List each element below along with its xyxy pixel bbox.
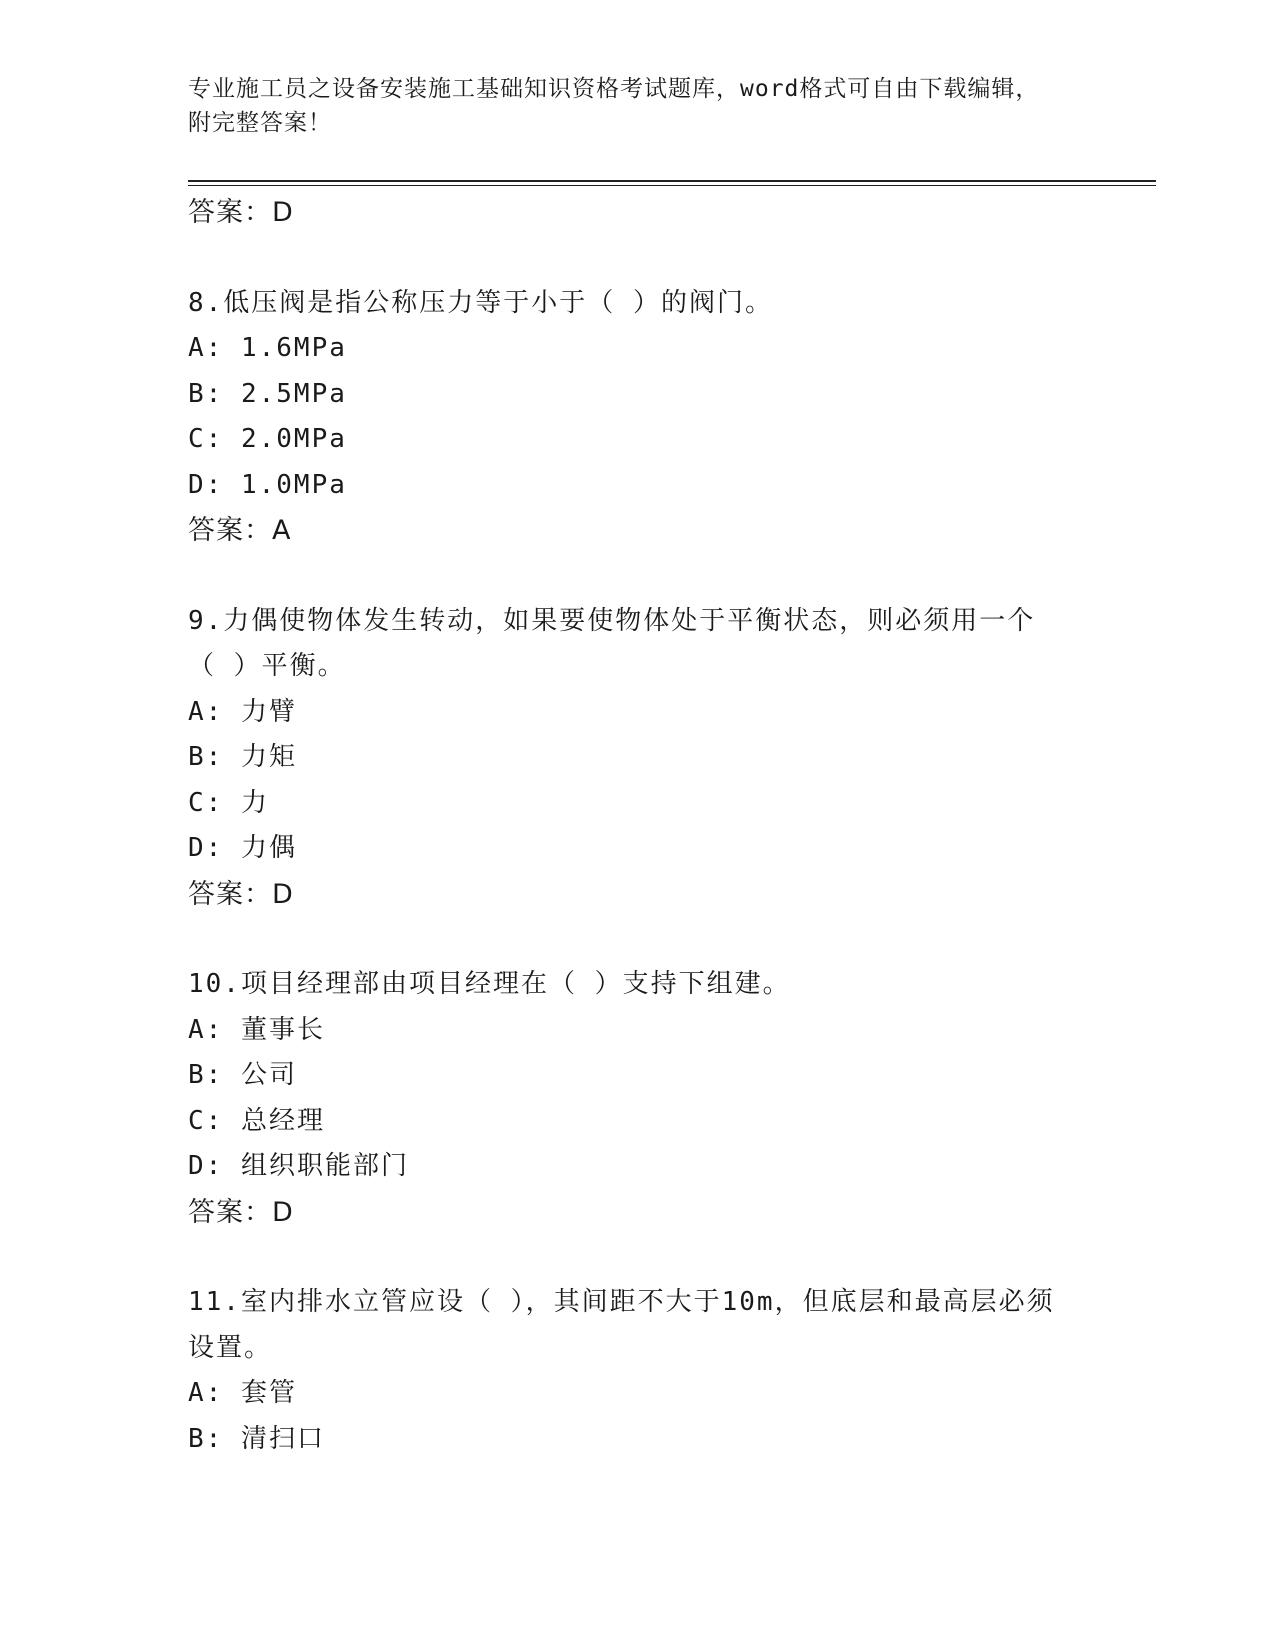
answer-line: 答案：A (188, 515, 292, 546)
question-stem: 11.室内排水立管应设（ ），其间距不大于10m，但底层和最高层必须 (188, 1287, 1055, 1317)
spacer (188, 1235, 1108, 1280)
header-divider-thick (188, 180, 1156, 182)
option-b: B: 2.5MPa (188, 378, 347, 409)
spacer (188, 917, 1108, 962)
question-block (188, 281, 1108, 554)
option-a: A: 1.6MPa (188, 333, 347, 363)
option-c: C: 力 (188, 787, 269, 818)
answer-line: 答案：D (188, 1196, 294, 1228)
header-line-2: 附完整答案！ (188, 110, 332, 136)
option-c: C: 总经理 (188, 1105, 325, 1136)
option-a: A: 力臂 (188, 696, 297, 727)
question-stem: 10.项目经理部由项目经理在（ ）支持下组建。 (188, 969, 791, 999)
question-block (188, 962, 1108, 1235)
option-c: C: 2.0MPa (188, 424, 347, 454)
option-b: B: 力矩 (188, 742, 297, 772)
option-b: B: 公司 (188, 1060, 297, 1090)
question-stem: 9.力偶使物体发生转动，如果要使物体处于平衡状态，则必须用一个 (188, 605, 1036, 636)
header-divider-thin (188, 185, 1156, 186)
question-stem: 8.低压阀是指公称压力等于小于（ ）的阀门。 (188, 287, 773, 318)
option-b: B: 清扫口 (188, 1423, 325, 1454)
option-a: A: 董事长 (188, 1014, 325, 1045)
question-stem-continued: （ ）平衡。 (188, 651, 346, 681)
answer-line: 答案：D (188, 878, 294, 910)
document-header (188, 72, 1088, 140)
question-list (188, 190, 1108, 1462)
header-line-1: 专业施工员之设备安装施工基础知识资格考试题库，word格式可自由下载编辑， (188, 76, 1040, 102)
spacer (188, 236, 1108, 281)
option-d: D: 力偶 (188, 833, 297, 863)
question-block (188, 599, 1108, 918)
question-stem-continued: 设置。 (188, 1332, 273, 1363)
option-d: D: 组织职能部门 (188, 1151, 409, 1181)
option-d: D: 1.0MPa (188, 469, 347, 500)
option-a: A: 套管 (188, 1378, 297, 1408)
question-block (188, 1280, 1108, 1462)
answer-line: 答案：D (188, 197, 294, 228)
spacer (188, 554, 1108, 599)
